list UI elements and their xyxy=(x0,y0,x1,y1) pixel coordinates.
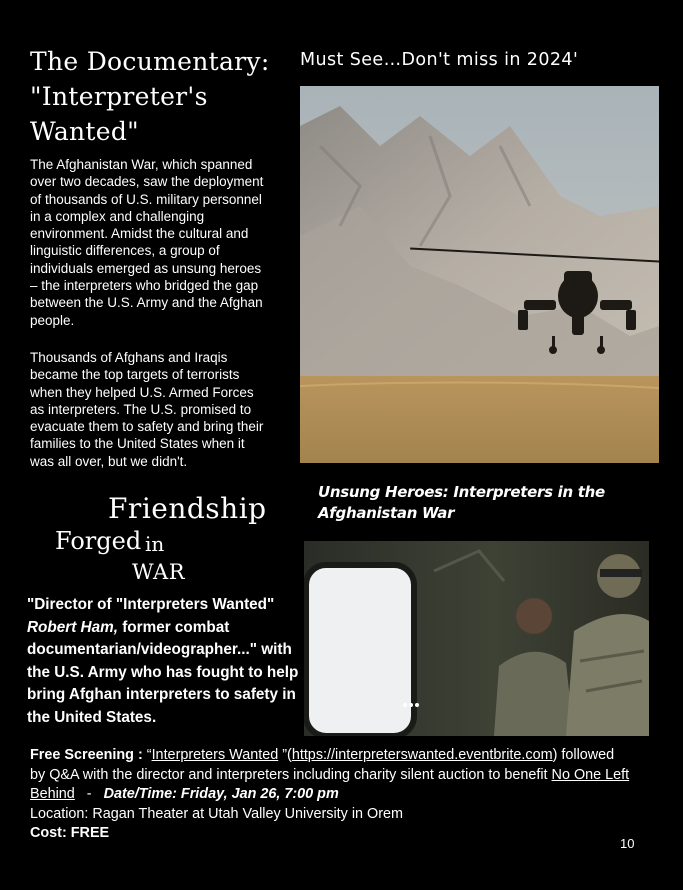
must-see-headline: Must See…Don't miss in 2024' xyxy=(300,50,579,70)
screening-info xyxy=(30,746,630,844)
friendship-line-2-word-2: in xyxy=(145,532,165,556)
film-link[interactable]: Interpreters Wanted xyxy=(151,747,279,763)
charity-link[interactable]: No One Left Behind xyxy=(30,766,630,802)
event-location: Location: Ragan Theater at Utah Valley University in Orem xyxy=(30,805,404,822)
dash-separator: - xyxy=(74,786,104,802)
director-name: Robert Ham, xyxy=(27,618,118,636)
followed-text: followed by Q&A with the director and interpreters including charity silent auction to benefit xyxy=(30,747,615,783)
interpreters-photo xyxy=(304,541,649,736)
title-line: "Interpreter's xyxy=(30,82,208,111)
event-datetime: Date/Time: Friday, Jan 26, 7:00 pm xyxy=(103,786,339,802)
director-quote xyxy=(27,594,302,730)
page-number: 10 xyxy=(620,836,635,851)
photo-caption: Unsung Heroes: Interpreters in the Afghanistan War xyxy=(318,483,605,522)
quote-part-1: "Director of "Interpreters Wanted" xyxy=(27,596,275,613)
friendship-line-2-word-1: Forged xyxy=(55,527,142,555)
quote-close: ”( xyxy=(278,747,292,763)
friendship-line-3: WAR xyxy=(132,560,186,584)
title-line: Wanted" xyxy=(30,117,139,146)
intro-paragraph: The Afghanistan War, which spanned over two decades, saw the deployment of thousands of U.S. military personnel in a complex and challenging environment. Amidst the cultural and linguistic differences, a group of individuals emerged as unsung heroes – the interpreters who bridged the gap between the U.S. Army and the Afghan people. xyxy=(30,157,264,328)
helicopter-photo xyxy=(300,86,659,463)
promise-paragraph: Thousands of Afghans and Iraqis became the top targets of terrorists when they helped U.S. Armed Forces as interpreters. The U.S. promised to evacuate them to safety and bring their families to the United States when it was all over, but we didn't. xyxy=(30,350,264,469)
documentary-title xyxy=(30,44,280,149)
event-cost: Cost: FREE xyxy=(30,825,110,841)
title-line: The Documentary: xyxy=(30,47,270,76)
screening-label: Free Screening : xyxy=(30,747,143,763)
paren-close: ) xyxy=(552,747,558,763)
friendship-line-1: Friendship xyxy=(108,492,267,525)
quote-open: “ xyxy=(142,747,152,763)
quote-part-2: former combat documentarian/videographer..." with the U.S. Army who has fought to help bring Afghan interpreters to safety in the United States. xyxy=(27,618,299,726)
eventbrite-link[interactable]: https://interpreterswanted.eventbrite.com xyxy=(291,747,553,763)
